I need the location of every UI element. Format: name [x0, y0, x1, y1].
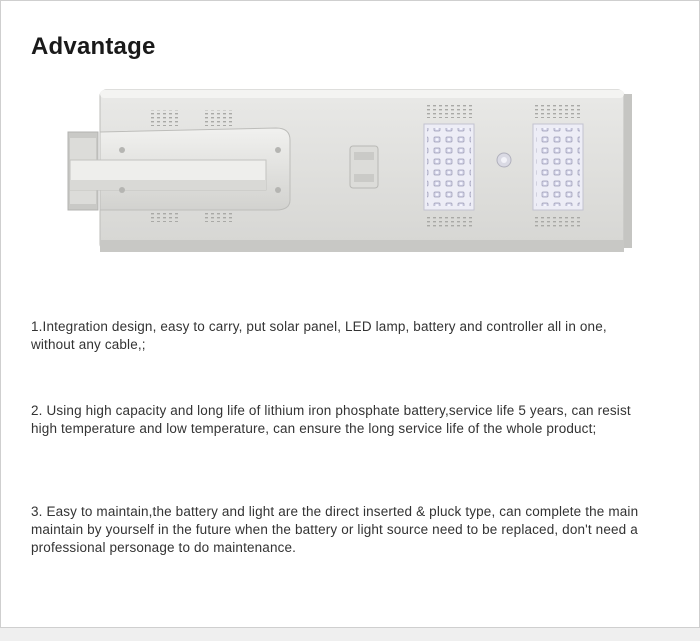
advantage-paragraph-3: 3. Easy to maintain,the battery and light are the direct inserted & pluck type, can complete the main maintain by yourself in the future when the battery or light source need to be replaced, don't need a professional personage to do maintenance.: [31, 504, 639, 555]
advantage-paragraph-2: 2. Using high capacity and long life of lithium iron phosphate battery,service life 5 years, can resist high temperature and low temperature, can ensure the long service life of the whole product;: [31, 403, 631, 436]
page-title: Advantage: [31, 33, 156, 60]
advantage-paragraph-1: 1.Integration design, easy to carry, put solar panel, LED lamp, battery and controller all in one, without any cable,;: [31, 319, 607, 352]
solar-street-light-image: [60, 80, 650, 270]
bottom-band: [0, 628, 700, 641]
